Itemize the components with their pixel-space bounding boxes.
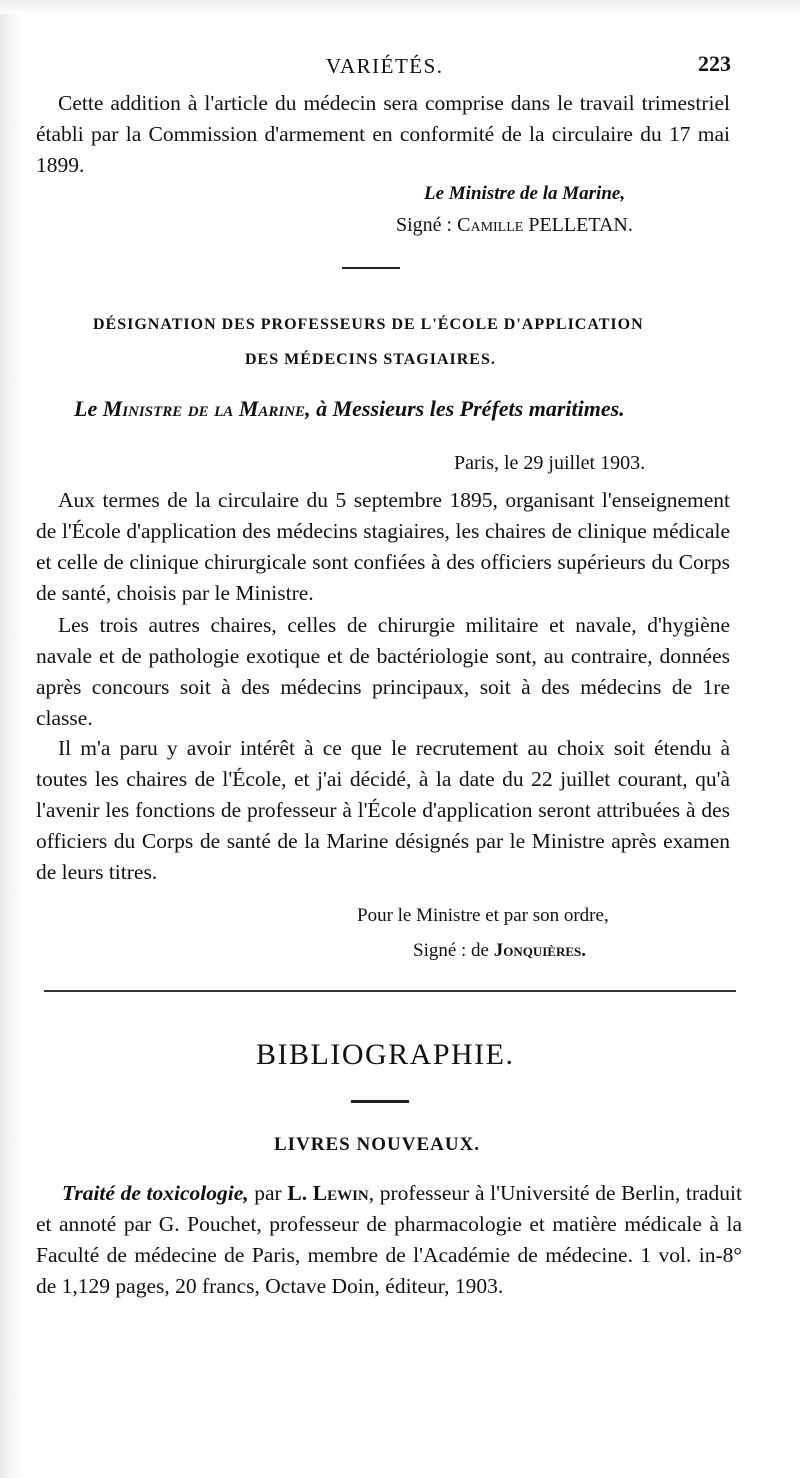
circular-paragraph-3: Il m'a paru y avoir intérêt à ce que le recrutement au choix soit étendu à toutes les chaires de l'École, et j'ai décidé, à la date du 22 juillet courant, qu'à l'avenir les fonctions de professeur à l'École d'application seront attribuées à des officiers du Corps de santé de la Marine désignés par le Ministre après examen de leurs titres.	[36, 736, 730, 884]
entry-par: par	[248, 1181, 288, 1205]
minister-signature-title: Le Ministre de la Marine,	[424, 183, 626, 204]
page-number: 223	[698, 51, 731, 76]
minister-signature	[396, 214, 633, 237]
address-line	[74, 396, 625, 422]
address-part2: , à Messieurs les Préfets maritimes.	[305, 396, 625, 421]
bibliography-subtitle: LIVRES NOUVEAUX.	[274, 1134, 481, 1155]
designation-heading-line1: DÉSIGNATION DES PROFESSEURS DE L'ÉCOLE D'APPLICATION	[93, 316, 644, 333]
page-top-edge	[0, 0, 800, 14]
designation-heading-line2: DES MÉDECINS STAGIAIRES.	[245, 351, 496, 368]
address-ministre: Ministre	[102, 396, 183, 421]
running-head: VARIÉTÉS.	[326, 54, 444, 78]
order-signature	[413, 940, 586, 962]
order-signature-prefix: Signé : de	[413, 940, 494, 961]
order-signature-line: Pour le Ministre et par son ordre,	[357, 905, 609, 926]
long-separator-rule	[44, 990, 736, 992]
address-marine: Marine	[238, 396, 306, 421]
entry-details: , professeur à l'Université de Berlin, traduit et annoté par G. Pouchet, professeur de pharmacologie et matière médicale à la Faculté de médecine de Paris, membre de l'Académie de médecine. 1 vol. in-8° de 1,129 pages, 20 francs, Octave Doin, éditeur, 1903.	[36, 1181, 743, 1298]
address-part1: Le	[74, 396, 103, 421]
bibliography-rule	[351, 1100, 409, 1103]
section-separator-rule	[342, 267, 400, 269]
book-title: Traité de toxicologie,	[62, 1181, 249, 1205]
signature-lastname: PELLETAN.	[528, 214, 633, 236]
address-de-la: de la	[182, 396, 239, 421]
intro-paragraph: Cette addition à l'article du médecin sera comprise dans le travail trimestriel établi par la Commission d'armement en conformité de la circulaire du 17 mai 1899.	[36, 91, 730, 177]
bibliography-title: BIBLIOGRAPHIE.	[256, 1038, 515, 1071]
dateline: Paris, le 29 juillet 1903.	[454, 452, 646, 474]
book-author: L. Lewin	[287, 1181, 369, 1205]
signature-prefix: Signé :	[396, 214, 458, 236]
signature-firstname: Camille	[457, 214, 524, 236]
page-edge-shadow	[0, 0, 26, 1478]
order-signature-name: Jonquières.	[493, 940, 587, 961]
circular-paragraph-1: Aux termes de la circulaire du 5 septembre 1895, organisant l'enseignement de l'École d'application des médecins stagiaires, les chaires de clinique médicale et celle de clinique chirurgicale sont confiées à des officiers supérieurs du Corps de santé, choisis par le Ministre.	[36, 488, 730, 605]
bibliography-entry	[36, 1178, 742, 1302]
circular-paragraph-2: Les trois autres chaires, celles de chirurgie militaire et navale, d'hygiène navale et de pathologie exotique et de bactériologie sont, au contraire, données après concours soit à des médecins principaux, soit à des médecins de 1re classe.	[36, 613, 730, 730]
